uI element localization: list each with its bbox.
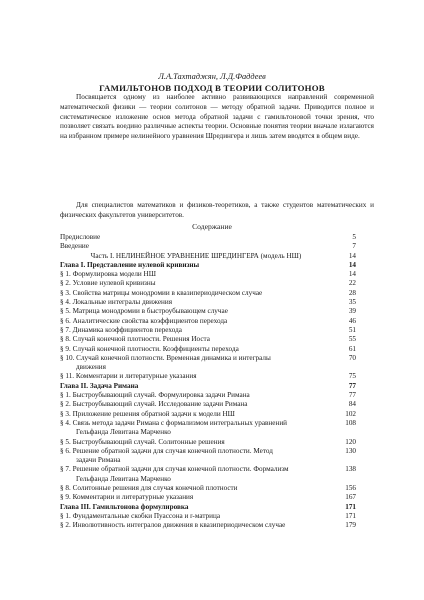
toc-page-number: 61	[348, 344, 356, 353]
toc-entry	[60, 465, 356, 484]
toc-entry-title: § 2. Быстроубывающий случай. Исследование задачи Римана	[60, 400, 248, 409]
toc-entry-title: § 1. Быстроубывающий случай. Формулировка задачи Римана	[60, 391, 250, 400]
toc-page-number: 156	[345, 484, 356, 493]
toc-page-number: 51	[348, 325, 356, 334]
toc-page-number: 75	[348, 372, 356, 381]
toc-entry-title: § 1. Формулировка модели НШ	[60, 270, 156, 279]
toc-page-number: 171	[345, 502, 356, 511]
toc-entry-title: § 8. Солитонные решения для случая конечной плотности	[60, 484, 238, 493]
toc-page-number: 77	[348, 381, 356, 390]
toc-page-number: 108	[345, 418, 356, 427]
toc-page-number: 14	[348, 260, 356, 269]
toc-entry-title: Предисловие	[60, 233, 101, 241]
toc-page-number: 84	[348, 400, 356, 409]
toc-entry-title: § 9. Случай конечной плотности. Коэффициенты перехода	[60, 344, 239, 353]
toc-page-number: 46	[348, 316, 356, 325]
abstract-paragraph	[60, 93, 374, 142]
toc-entry-title: Введение	[60, 242, 89, 251]
abstract-text: Посвящается одному из наиболее активно развивающихся направлений современной математической физики — теории солитонов — методу обратной задачи. Приводится полное и систематическое изложение основ метода обратной задачи с гамильтоновой точки зрения, что позволяет связать воедино различные аспекты теории. Основные понятия теории вначале излагаются на избранном примере нелинейного уравнения Шредингера и лишь затем вводятся в общем виде.	[60, 93, 374, 141]
toc-entry-continuation: движения	[76, 363, 106, 372]
toc-entry-title: § 11. Комментарии и литературные указания	[60, 372, 197, 381]
table-of-contents	[60, 233, 356, 531]
toc-page-number: 120	[345, 437, 356, 446]
toc-page-number: 7	[352, 242, 356, 251]
toc-entry	[60, 410, 356, 419]
toc-entry-title: § 6. Аналитические свойства коэффициентов перехода	[60, 316, 228, 325]
toc-entry	[60, 503, 356, 512]
toc-entry-continuation: Гельфанда Левитана Марченко	[76, 428, 171, 437]
toc-entry	[60, 298, 356, 307]
toc-entry	[60, 279, 356, 288]
toc-page-number: 35	[348, 298, 356, 307]
toc-entry	[60, 400, 356, 409]
toc-entry-title: § 9. Комментарии и литературные указания	[60, 493, 194, 502]
toc-entry	[60, 512, 356, 521]
toc-entry	[60, 270, 356, 279]
toc-entry-title: Глава I. Представление нулевой кривизны	[60, 260, 200, 269]
book-title: ГАМИЛЬТОНОВ ПОДХОД В ТЕОРИИ СОЛИТОНОВ	[99, 83, 325, 93]
toc-page-number: 70	[348, 353, 356, 362]
authors: Л.А.Тахтаджян, Л.Д.Фаддеев	[158, 72, 266, 81]
toc-entry	[60, 289, 356, 298]
toc-entry	[60, 252, 356, 261]
toc-page-number: 5	[352, 233, 356, 241]
toc-entry-continuation: Гельфанда Левитана Марченко	[76, 474, 171, 483]
toc-page-number: 14	[348, 270, 356, 279]
toc-entry-title: Часть I. НЕЛИНЕЙНОЕ УРАВНЕНИЕ ШРЕДИНГЕРА (модель НШ)	[90, 251, 302, 260]
toc-entry	[60, 354, 356, 373]
toc-page-number: 102	[345, 409, 356, 418]
toc-entry-title: § 4. Локальные интегралы движения	[60, 298, 173, 307]
audience-paragraph	[60, 201, 374, 221]
toc-entry-title: § 5. Быстроубывающий случай. Солитонные решения	[60, 437, 225, 446]
toc-page-number: 167	[345, 493, 356, 502]
toc-entry-title: § 3. Свойства матрицы монодромии в квазипериодическом случае	[60, 288, 263, 297]
toc-entry	[60, 372, 356, 381]
toc-entry	[60, 382, 356, 391]
toc-page-number: 138	[345, 465, 356, 474]
toc-entry-title: Глава II. Задача Римана	[60, 381, 139, 390]
toc-entry-title: § 10. Случай конечной плотности. Временная динамика и интегралы	[60, 353, 271, 362]
toc-page-number: 14	[348, 251, 356, 260]
toc-entry	[60, 326, 356, 335]
toc-entry	[60, 447, 356, 466]
toc-entry-title: § 3. Приложение решения обратной задачи к модели НШ	[60, 409, 235, 418]
toc-entry	[60, 307, 356, 316]
toc-page-number: 22	[348, 279, 356, 288]
toc-page-number: 171	[345, 511, 356, 520]
toc-entry	[60, 493, 356, 502]
toc-entry-title: § 2. Инволютивность интегралов движения в квазипериодическом случае	[60, 521, 286, 530]
toc-entry-title: Глава III. Гамильтонова формулировка	[60, 502, 189, 511]
toc-entry-title: § 2. Условие нулевой кривизны	[60, 279, 156, 288]
toc-entry	[60, 419, 356, 438]
toc-entry	[60, 242, 356, 251]
toc-entry	[60, 484, 356, 493]
toc-entry-continuation: задачи Римана	[76, 456, 121, 465]
toc-entry-title: § 8. Случай конечной плотности. Решения Иоста	[60, 335, 210, 344]
toc-entry	[60, 521, 356, 530]
toc-entry	[60, 335, 356, 344]
toc-entry-title: § 6. Решение обратной задачи для случая конечной плотности. Метод	[60, 446, 273, 455]
toc-entry-title: § 4. Связь метода задачи Римана с формализмом интегральных уравнений	[60, 418, 288, 427]
toc-page-number: 39	[348, 307, 356, 316]
toc-entry-title: § 7. Решение обратной задачи для случая конечной плотности. Формализм	[60, 465, 289, 474]
toc-page-number: 77	[348, 391, 356, 400]
toc-page-number: 28	[348, 288, 356, 297]
toc-entry	[60, 261, 356, 270]
toc-page-number: 55	[348, 335, 356, 344]
audience-text: Для специалистов математиков и физиков-теоретиков, а также студентов математических и физических факультетов университетов.	[60, 201, 374, 219]
toc-entry-title: § 1. Фундаментальные скобки Пуассона и r-матрица	[60, 511, 221, 520]
toc-entry	[60, 438, 356, 447]
toc-page-number: 179	[345, 521, 356, 530]
toc-page-number: 130	[345, 446, 356, 455]
contents-heading: Содержание	[192, 222, 232, 231]
toc-entry-title: § 7. Динамика коэффициентов перехода	[60, 325, 182, 334]
toc-entry-title: § 5. Матрица монодромии в быстроубывающем случае	[60, 307, 228, 316]
toc-entry	[60, 391, 356, 400]
toc-entry	[60, 345, 356, 354]
toc-entry	[60, 233, 356, 242]
toc-entry	[60, 317, 356, 326]
